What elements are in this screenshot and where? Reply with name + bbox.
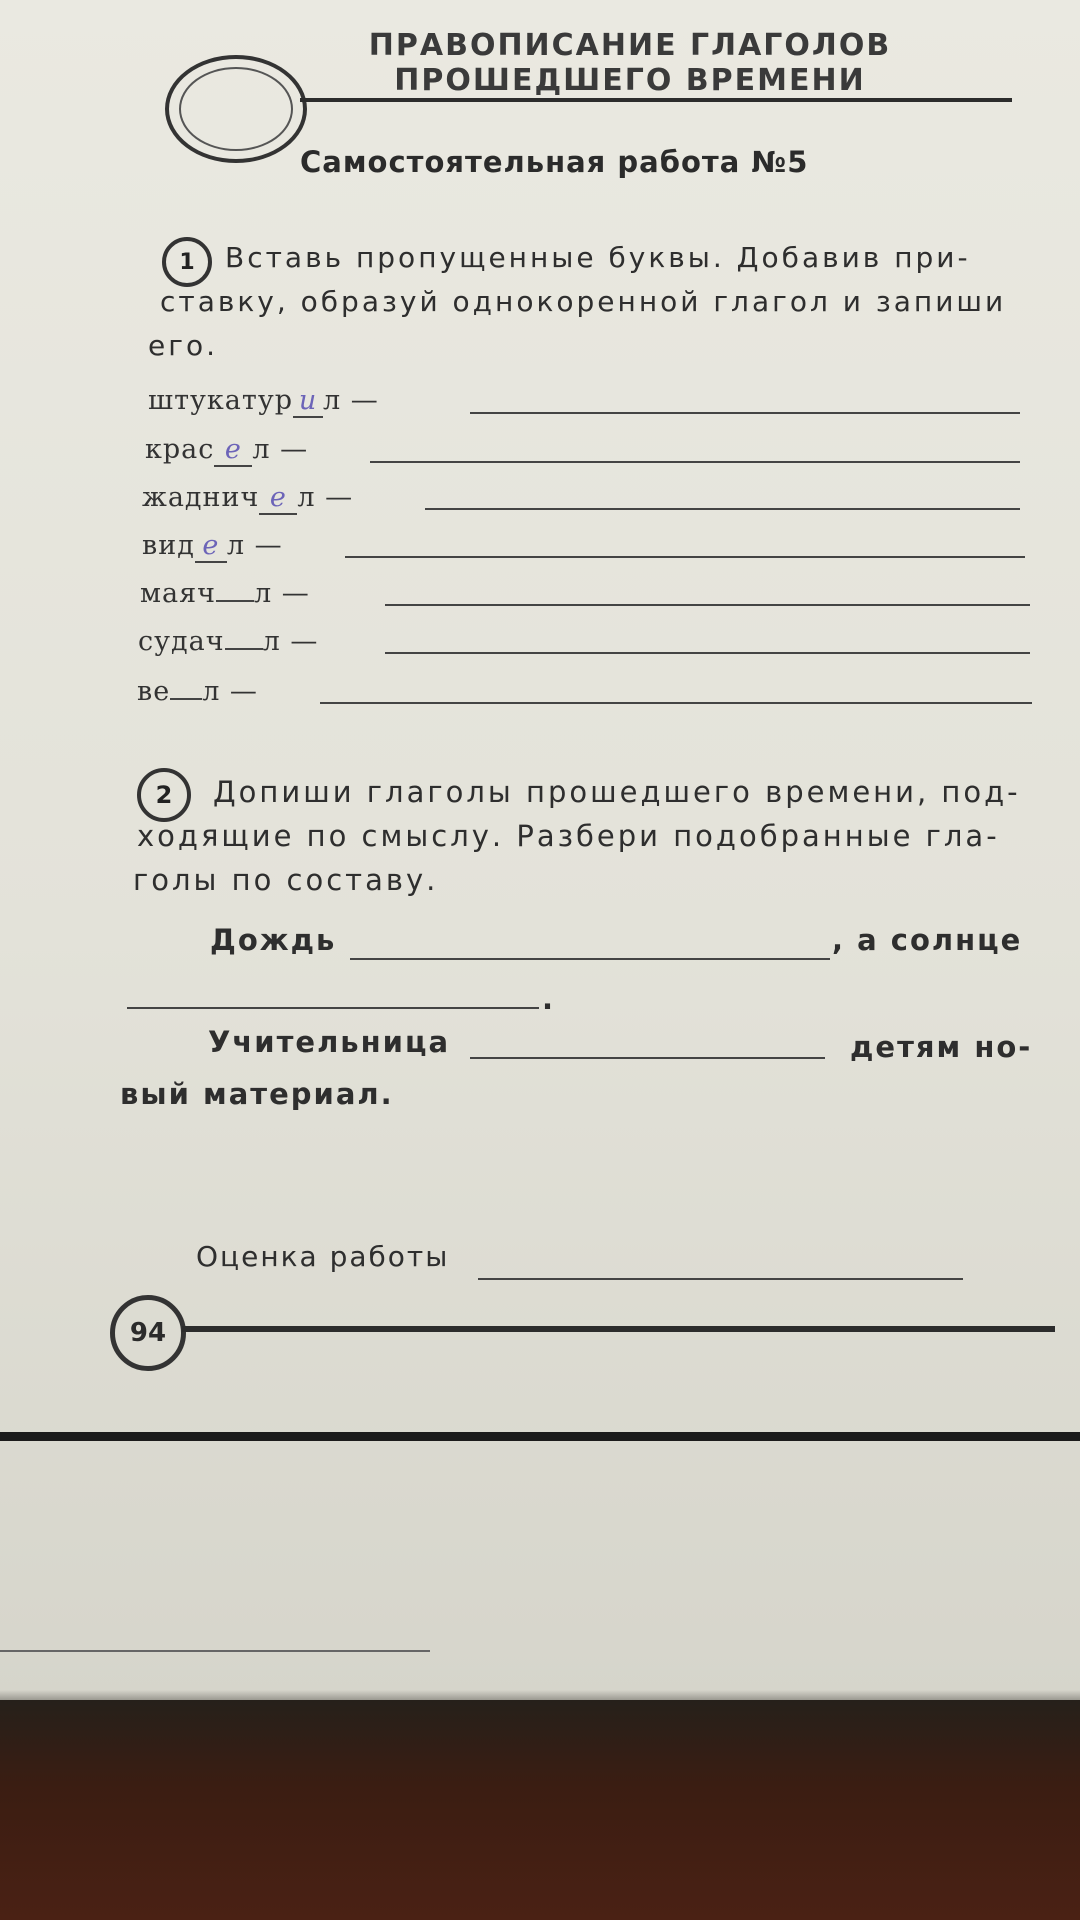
task2-instruction-line1: Допиши глаголы прошедшего времени, под- — [213, 775, 1021, 809]
word-row — [142, 530, 283, 563]
answer-line — [370, 461, 1020, 463]
word-row — [142, 482, 353, 515]
chapter-title-line2: ПРОШЕДШЕГО ВРЕМЕНИ — [394, 63, 866, 98]
answer-line — [345, 556, 1025, 558]
handwritten-letter — [170, 698, 202, 700]
task2-instruction-line3: голы по составу. — [133, 863, 439, 897]
word-ending: л — — [323, 385, 379, 416]
sentence1-end: . — [542, 982, 556, 1016]
handwritten-letter: е — [195, 530, 227, 563]
handwritten-letter: е — [214, 434, 252, 467]
handwritten-letter: и — [293, 385, 323, 418]
sentence1-start: Дождь — [210, 923, 337, 957]
chapter-title-line1: ПРАВОПИСАНИЕ ГЛАГОЛОВ — [368, 28, 892, 63]
word-row — [138, 626, 318, 657]
word-stem: маяч — [140, 578, 216, 609]
sentence2-middle: детям но- — [850, 1030, 1033, 1064]
handwritten-letter — [216, 600, 254, 602]
task1-instruction-line3: его. — [148, 329, 218, 362]
sentence1-middle: , а солнце — [832, 923, 1023, 957]
word-stem: жаднич — [142, 482, 260, 513]
answer-line — [470, 1057, 825, 1059]
handwritten-letter — [225, 648, 263, 650]
word-stem: штукатур — [148, 385, 294, 416]
word-stem: крас — [145, 434, 215, 465]
faint-rule — [0, 1650, 430, 1652]
answer-line — [425, 508, 1020, 510]
page-number: 94 — [110, 1295, 186, 1371]
grade-label: Оценка работы — [196, 1240, 450, 1273]
word-stem: вид — [142, 530, 195, 561]
word-row — [148, 385, 379, 418]
word-ending: л — — [252, 434, 309, 465]
answer-line — [127, 1007, 539, 1009]
task1-instruction-line1: Вставь пропущенные буквы. Добавив при- — [225, 241, 971, 274]
word-ending: л — — [262, 626, 319, 657]
task1-instruction-line2: ставку, образуй однокоренной глагол и запиши — [160, 285, 1007, 318]
sentence2-end: вый материал. — [120, 1077, 394, 1111]
task1-number: 1 — [162, 237, 212, 287]
word-stem: судач — [138, 626, 225, 657]
task2-instruction-line2: ходящие по смыслу. Разбери подобранные гла- — [137, 819, 1000, 853]
word-ending: л — — [202, 676, 258, 707]
answer-line — [350, 958, 830, 960]
word-row — [140, 578, 310, 609]
footer-rule — [182, 1326, 1055, 1332]
work-subtitle: Самостоятельная работа №5 — [300, 145, 809, 179]
word-row — [137, 676, 258, 707]
word-ending: л — — [253, 578, 310, 609]
chapter-emblem-icon — [165, 55, 307, 163]
answer-line — [470, 412, 1020, 414]
grade-line — [478, 1278, 963, 1280]
word-ending: л — — [226, 530, 283, 561]
answer-line — [320, 702, 1032, 704]
answer-line — [385, 652, 1030, 654]
task2-number: 2 — [137, 768, 191, 822]
word-ending: л — — [297, 482, 354, 513]
handwritten-letter: е — [259, 482, 297, 515]
answer-line — [385, 604, 1030, 606]
sentence2-start: Учительница — [208, 1025, 451, 1059]
table-surface — [0, 1700, 1080, 1920]
header-rule — [300, 98, 1012, 102]
word-row — [145, 434, 308, 467]
page-bottom-rule — [0, 1432, 1080, 1441]
word-stem: ве — [137, 676, 171, 707]
